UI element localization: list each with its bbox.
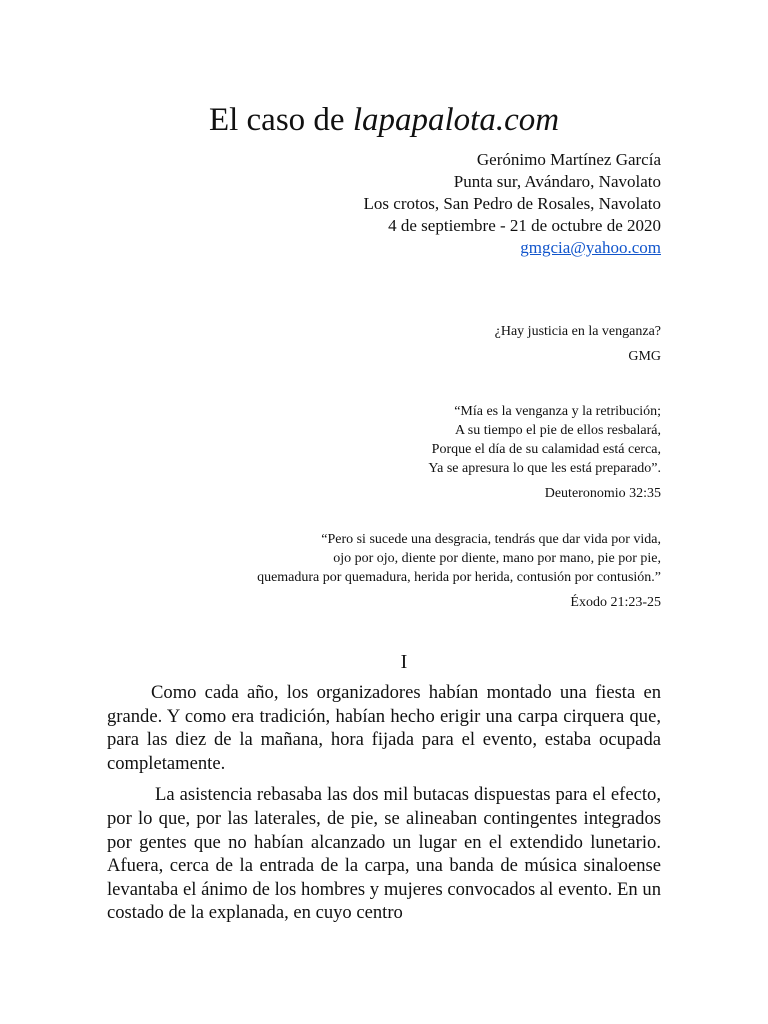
section-number: I [400,651,408,673]
author-name: Gerónimo Martínez García [476,150,661,169]
author-location-2: Los crotos, San Pedro de Rosales, Navolato [363,194,661,213]
title-prefix: El caso de [208,102,353,138]
body-text [107,681,661,933]
epigraph-line: “Mía es la venganza y la retribución; [454,404,661,419]
body-paragraph: Como cada año, los organizadores habían montado una fiesta en grande. Y como era tradición, habían hecho erigir una carpa cirquera que, para las diez de la mañana, hora fijada para el evento, estaba ocupada completamente. [107,682,661,774]
body-paragraph: La asistencia rebasaba las dos mil butacas dispuestas para el efecto, por lo que, por las laterales, de pie, se alineaban contingentes integrados por gentes que no habían alcanzado un lugar en el extendido lunetario. Afuera, cerca de la entrada de la carpa, una banda de música sinaloense levantaba el ánimo de los hombres y mujeres convocados al evento. En un costado de la explanada, en cuyo centro [107,784,661,924]
epigraph-line: Porque el día de su calamidad está cerca, [431,442,661,457]
epigraph-line: Ya se apresura lo que les está preparado”. [428,461,661,476]
document-title [0,100,768,140]
epigraph-line: quemadura por quemadura, herida por herida, contusión por contusión.” [257,570,661,585]
title-italic: lapapalota.com [352,102,560,138]
epigraph-text: ¿Hay justicia en la venganza? [494,324,661,339]
epigraph-attribution: Deuteronomio 32:35 [544,486,661,501]
epigraph-attribution: Éxodo 21:23-25 [570,595,661,610]
author-dates: 4 de septiembre - 21 de octubre de 2020 [388,216,661,235]
author-email-link[interactable]: gmgcia@yahoo.com [520,238,661,257]
epigraph-deuteronomy [428,402,661,503]
epigraph-attribution: GMG [628,349,661,364]
epigraph-gmg [495,322,661,366]
epigraph-line: “Pero si sucede una desgracia, tendrás que dar vida por vida, [321,532,661,547]
epigraph-exodus [257,530,661,612]
epigraph-line: A su tiempo el pie de ellos resbalará, [454,423,661,438]
author-block [364,149,661,259]
author-location-1: Punta sur, Avándaro, Navolato [453,172,661,191]
epigraph-line: ojo por ojo, diente por diente, mano por mano, pie por pie, [333,551,661,566]
